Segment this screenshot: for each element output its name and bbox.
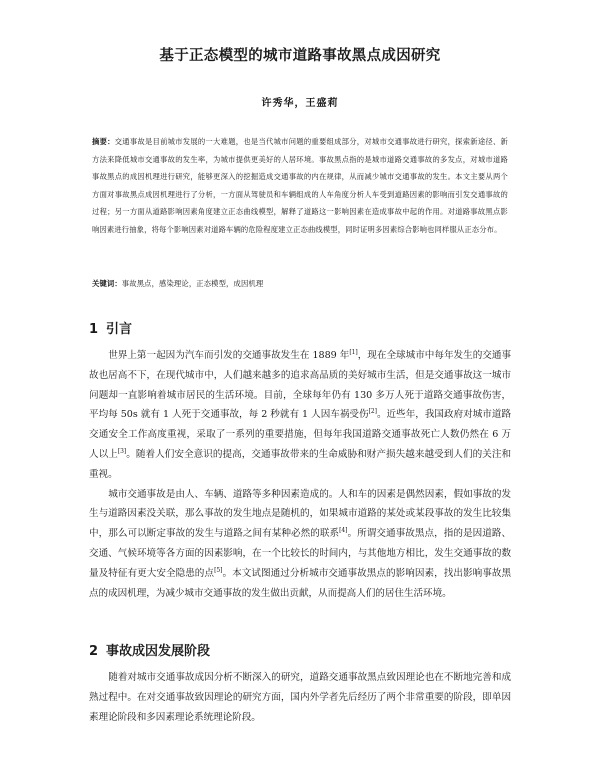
text-run: 。随着人们安全意识的提高，交通事故带来的生命威胁和财产损失越来越受到人们的关注和重视。 bbox=[89, 448, 511, 480]
keywords-label: 关键词： bbox=[92, 279, 122, 288]
section-number: 1 bbox=[89, 322, 99, 337]
text-run: 世界上第一起因为汽车而引发的交通事故发生在 1889 年 bbox=[108, 350, 350, 361]
paragraph bbox=[89, 346, 511, 485]
keywords bbox=[92, 279, 508, 289]
citation-ref: [1] bbox=[349, 349, 358, 356]
citation-ref: [2] bbox=[368, 408, 377, 416]
section-number: 2 bbox=[89, 644, 99, 659]
abstract-label: 摘要： bbox=[92, 137, 115, 146]
text-run: 。近些年，我国政府对城市道路交通安全工作高度重视，采取了一系列的重要措施，但每年我国道路交通事故死亡人数仍然在 6 万人以上 bbox=[89, 409, 511, 460]
section-introduction-body bbox=[89, 346, 511, 603]
paper-title: 基于正态模型的城市道路事故黑点成因研究 bbox=[159, 48, 441, 64]
keywords-text: 事故黑点，感染理论，正态模型，成因机理 bbox=[121, 279, 264, 288]
section-heading-introduction bbox=[89, 318, 132, 337]
paper-authors: 许秀华，王盛莉 bbox=[261, 98, 339, 109]
paragraph bbox=[89, 485, 511, 604]
text-run: ，现在全球城市中每年发生的交通事故也居高不下，在现代城市中，人们越来越多的追求高品质的美好城市生活，但是交通事故这一城市问题却一直影响着城市居民的生活环境。目前，全球每年仍有 130 多万人死于道路交通事故伤害，平均每 50s 就有 1 人死于交通事故，每 2 秒就有 1 人因车祸受伤 bbox=[89, 350, 511, 421]
abstract bbox=[92, 133, 508, 239]
section-title: 事故成因发展阶段 bbox=[106, 644, 211, 659]
section-causation-body bbox=[89, 668, 511, 727]
paragraph: 随着对城市交通事故成因分析不断深入的研究，道路交通事故黑点致因理论也在不断地完善和成熟过程中。在对交通事故致因理论的研究方面，国内外学者先后经历了两个非常重要的阶段，即单因素理论阶段和多因素理论系统理论阶段。 bbox=[89, 672, 511, 723]
section-heading-causation-stages bbox=[89, 640, 210, 659]
text-run: 。所谓交通事故黑点，指的是因道路、交通、气候环境等各方面的因素影响，在一个比较长的时间内，与其他地方相比，发生交通事故的数量及特征有更大安全隐患的点 bbox=[89, 528, 511, 579]
citation-ref: [5] bbox=[214, 566, 223, 574]
citation-ref: [4] bbox=[339, 527, 348, 535]
abstract-text: 交通事故是目前城市发展的一大难题，也是当代城市问题的重要组成部分，对城市交通事故进行研究，探索新途径、新方法来降低城市交通事故的发生率，为城市提供更美好的人居环境。事故黑点指的是城市道路交通事故的多发点，对城市道路事故黑点的成因机理进行研究，能够更深入的挖掘造成交通事故的内在规律，从而减少城市交通事故的发生。本文主要从两个方面对事故黑点成因机理进行了分析，一方面从驾驶员和车辆组成的人车角度分析人车受到道路因素的影响而引发交通事故的过程；另一方面从道路影响因素角度建立正态曲线模型，解释了道路这一影响因素在造成事故中起的作用。对道路事故黑点影响因素进行抽象，将每个影响因素对道路车辆的危险程度建立正态曲线模型，同时证明多因素综合影响也同样服从正态分布。 bbox=[92, 137, 509, 234]
text-run: 。本文试图通过分析城市交通事故黑点的影响因素，找出影响事故黑点的成因机理，为减少城市交通事故的发生做出贡献，从而提高人们的居住生活环境。 bbox=[89, 567, 512, 599]
section-title: 引言 bbox=[106, 322, 133, 337]
text-run: 城市交通事故是由人、车辆、道路等多种因素造成的。人和车的因素是偶然因素，假如事故的发生与道路因素没关联，那么事故的发生地点是随机的，如果城市道路的某处或某段事故的发生比较集中，那么可以断定事故的发生与道路之间有某种必然的联系 bbox=[89, 488, 511, 540]
citation-ref: [3] bbox=[117, 447, 127, 455]
